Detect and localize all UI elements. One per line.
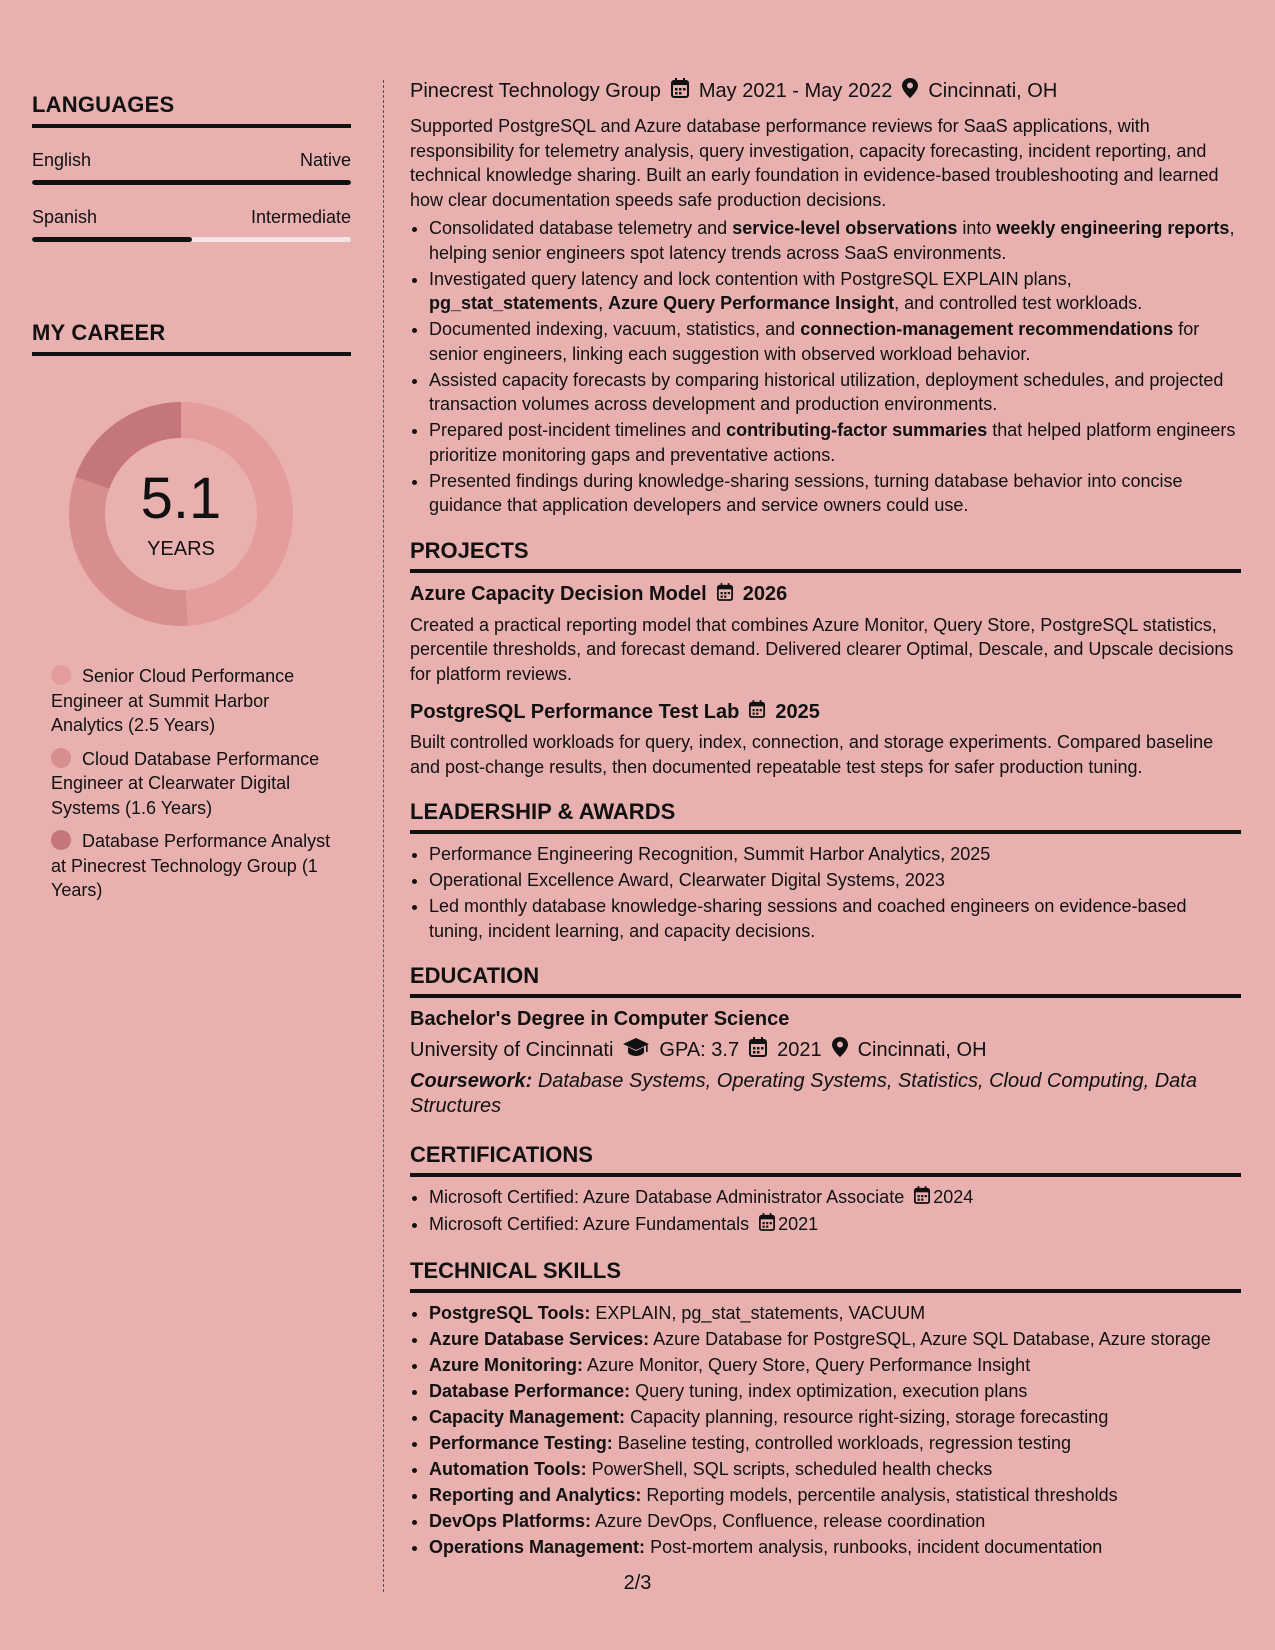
- legend-label: Senior Cloud Performance Engineer at Summit Harbor Analytics (2.5 Years): [51, 666, 295, 735]
- language-level-fill: [32, 237, 192, 242]
- skill-category: Reporting and Analytics:: [429, 1484, 642, 1505]
- bullet-text: Investigated query latency and lock contention with PostgreSQL EXPLAIN plans,: [429, 268, 1072, 289]
- education-degree: Bachelor's Degree in Computer Science: [410, 1008, 790, 1030]
- skill-item: [429, 1535, 1241, 1560]
- skill-category: Azure Database Services:: [429, 1328, 650, 1349]
- project-description: Created a practical reporting model that combines Azure Monitor, Query Store, PostgreSQL statistics, percentile thresholds, and forecast demand. Delivered clearer Optimal, Descale, and Upscale decisions for platform reviews.: [410, 614, 1234, 684]
- location-pin-icon: [902, 78, 918, 104]
- coursework-list: Database Systems, Operating Systems, Statistics, Cloud Computing, Data Structures: [410, 1070, 1197, 1117]
- certification-year: 2024: [933, 1187, 974, 1207]
- education-school: University of Cincinnati: [410, 1038, 614, 1061]
- career-legend-item: [51, 664, 336, 738]
- certification-name: Microsoft Certified: Azure Database Administrator Associate: [429, 1187, 905, 1207]
- project-item: [410, 700, 1241, 779]
- legend-dot: [51, 830, 71, 850]
- skill-category: Database Performance:: [429, 1380, 631, 1401]
- certification-name: Microsoft Certified: Azure Fundamentals: [429, 1214, 750, 1234]
- coursework-label: Coursework:: [410, 1070, 533, 1092]
- project-year: 2026: [742, 583, 788, 605]
- bullet-text: for senior engineers, linking each suggestion with observed workload behavior.: [429, 319, 1200, 364]
- skills-list: [410, 1301, 1241, 1560]
- awards-list: [410, 842, 1241, 943]
- languages-list: [32, 150, 351, 242]
- skill-item: [429, 1431, 1241, 1456]
- column-divider: [383, 80, 384, 1592]
- certifications-list: [410, 1185, 1241, 1238]
- calendar-icon: [717, 583, 733, 607]
- job-bullet: [429, 216, 1241, 265]
- skill-item: [429, 1353, 1241, 1378]
- bullet-highlight: contributing-factor summaries: [726, 420, 988, 440]
- main-content: [410, 78, 1241, 1561]
- project-year: 2025: [775, 700, 820, 723]
- project-header: [410, 583, 1241, 607]
- calendar-icon: [914, 1186, 930, 1211]
- skills-title: TECHNICAL SKILLS: [410, 1258, 1241, 1293]
- skill-category: PostgreSQL Tools:: [429, 1302, 591, 1323]
- bullet-text: that helped platform engineers prioritize monitoring gaps and preventative actions.: [429, 420, 1236, 465]
- job-header: [410, 78, 1241, 104]
- language-level-bar: [32, 237, 351, 242]
- skill-item: [429, 1327, 1241, 1352]
- certification-year: 2021: [778, 1214, 819, 1234]
- language-level-fill: [32, 180, 351, 185]
- job-bullet: [429, 267, 1241, 316]
- calendar-icon: [749, 700, 765, 724]
- bullet-highlight: weekly engineering reports: [996, 218, 1230, 238]
- career-legend-item: [51, 747, 336, 821]
- skill-category: DevOps Platforms:: [429, 1510, 592, 1531]
- job-summary: Supported PostgreSQL and Azure database performance reviews for SaaS applications, with responsibility for telemetry analysis, query investigation, capacity forecasting, incident reporting, and technical knowledge sharing. Built an early foundation in evidence-based troubleshooting and learned how clear documentation speeds safe production decisions.: [410, 116, 1219, 210]
- projects-title: PROJECTS: [410, 538, 1241, 573]
- bullet-text: Presented findings during knowledge-sharing sessions, turning database behavior into concise guidance that application developers and service owners could use.: [429, 470, 1183, 515]
- job-bullet: [429, 368, 1241, 417]
- skill-category: Performance Testing:: [429, 1432, 613, 1453]
- bullet-highlight: service-level observations: [732, 218, 958, 238]
- project-item: [410, 583, 1241, 687]
- job-bullets: [410, 216, 1241, 518]
- bullet-highlight: pg_stat_statements: [429, 293, 599, 313]
- skill-item: [429, 1379, 1241, 1404]
- page-number: 2/3: [623, 1572, 652, 1594]
- job-location: Cincinnati, OH: [928, 79, 1058, 102]
- skill-values: Azure DevOps, Confluence, release coordination: [595, 1510, 986, 1531]
- job-company: Pinecrest Technology Group: [410, 79, 661, 102]
- skill-item: [429, 1483, 1241, 1508]
- bullet-highlight: connection-management recommendations: [800, 319, 1174, 339]
- bullet-text: , helping senior engineers spot latency trends across SaaS environments.: [429, 218, 1235, 263]
- career-legend: [51, 664, 336, 903]
- bullet-text: Consolidated database telemetry and: [429, 218, 733, 238]
- project-name: PostgreSQL Performance Test Lab: [410, 700, 740, 723]
- language-item: [32, 150, 351, 171]
- languages-title: LANGUAGES: [32, 92, 351, 128]
- skill-category: Capacity Management:: [429, 1406, 626, 1427]
- legend-label: Database Performance Analyst at Pinecrest Technology Group (1 Years): [51, 831, 331, 900]
- bullet-text: Prepared post-incident timelines and: [429, 420, 727, 440]
- skill-values: Azure Monitor, Query Store, Query Performance Insight: [587, 1354, 1031, 1375]
- job-bullet: [429, 418, 1241, 467]
- skill-values: Post-mortem analysis, runbooks, incident documentation: [650, 1536, 1103, 1557]
- career-donut-chart: [65, 398, 297, 630]
- bullet-text: into: [957, 218, 997, 238]
- bullet-text: Assisted capacity forecasts by comparing historical utilization, deployment schedules, and projected transaction volumes across development and production environments.: [429, 369, 1224, 414]
- award-item: • Operational Excellence Award, Clearwater Digital Systems, 2023: [429, 868, 1241, 893]
- skill-category: Azure Monitoring:: [429, 1354, 583, 1375]
- education-year: 2021: [777, 1038, 822, 1061]
- project-header: [410, 700, 1241, 724]
- legend-dot: [51, 665, 71, 685]
- language-level-bar: [32, 180, 351, 185]
- award-item: • Performance Engineering Recognition, Summit Harbor Analytics, 2025: [429, 842, 1241, 867]
- job-bullet: [429, 317, 1241, 366]
- skill-item: [429, 1405, 1241, 1430]
- education-gpa: GPA: 3.7: [659, 1038, 740, 1061]
- calendar-icon: [759, 1213, 775, 1238]
- language-item: [32, 207, 351, 228]
- project-name: Azure Capacity Decision Model: [410, 583, 707, 605]
- skill-item: [429, 1457, 1241, 1482]
- job-bullet: [429, 469, 1241, 518]
- language-level: Intermediate: [250, 207, 351, 227]
- certification-item: [429, 1185, 1241, 1211]
- project-description: Built controlled workloads for query, index, connection, and storage experiments. Compared baseline and post-change results, then documented repeatable test steps for safer production tuning.: [410, 732, 1214, 777]
- location-pin-icon: [832, 1037, 848, 1063]
- legend-label: Cloud Database Performance Engineer at Clearwater Digital Systems (1.6 Years): [51, 748, 320, 818]
- sidebar: [32, 92, 351, 912]
- skill-item: [429, 1509, 1241, 1534]
- skill-category: Automation Tools:: [429, 1458, 587, 1479]
- certifications-title: CERTIFICATIONS: [410, 1142, 1241, 1177]
- job-dates: May 2021 - May 2022: [698, 79, 893, 102]
- skill-values: PowerShell, SQL scripts, scheduled health checks: [591, 1458, 993, 1479]
- bullet-text: Documented indexing, vacuum, statistics, and: [429, 319, 801, 339]
- skill-values: EXPLAIN, pg_stat_statements, VACUUM: [595, 1302, 926, 1323]
- skill-item: [429, 1301, 1241, 1326]
- calendar-icon: [749, 1037, 767, 1063]
- career-years-unit: YEARS: [147, 538, 215, 560]
- skill-values: Azure Database for PostgreSQL, Azure SQL Database, Azure storage: [653, 1328, 1211, 1349]
- skill-values: Capacity planning, resource right-sizing, storage forecasting: [630, 1406, 1109, 1427]
- language-name: English: [32, 150, 92, 170]
- skill-category: Operations Management:: [429, 1536, 646, 1557]
- skill-values: Reporting models, percentile analysis, statistical thresholds: [646, 1484, 1118, 1505]
- bullet-text: ,: [598, 293, 609, 313]
- legend-dot: [51, 748, 71, 768]
- calendar-icon: [671, 78, 689, 104]
- career-legend-item: [51, 829, 336, 903]
- skill-values: Query tuning, index optimization, execution plans: [635, 1380, 1028, 1401]
- language-level: Native: [299, 150, 351, 170]
- projects-list: [410, 583, 1241, 780]
- awards-title: LEADERSHIP & AWARDS: [410, 799, 1241, 834]
- graduation-cap-icon: [623, 1038, 649, 1062]
- bullet-text: , and controlled test workloads.: [894, 293, 1143, 313]
- education-coursework: [410, 1069, 1241, 1118]
- skill-values: Baseline testing, controlled workloads, regression testing: [617, 1432, 1071, 1453]
- career-total-years: 5.1: [140, 466, 222, 531]
- career-title: MY CAREER: [32, 320, 351, 356]
- education-location: Cincinnati, OH: [857, 1038, 987, 1061]
- award-item: • Led monthly database knowledge-sharing sessions and coached engineers on evidence-based tuning, incident learning, and capacity decisions.: [429, 894, 1241, 943]
- bullet-highlight: Azure Query Performance Insight: [608, 293, 895, 313]
- certification-item: [429, 1212, 1241, 1238]
- education-meta: [410, 1037, 1241, 1063]
- education-title: EDUCATION: [410, 963, 1241, 998]
- language-name: Spanish: [32, 207, 98, 227]
